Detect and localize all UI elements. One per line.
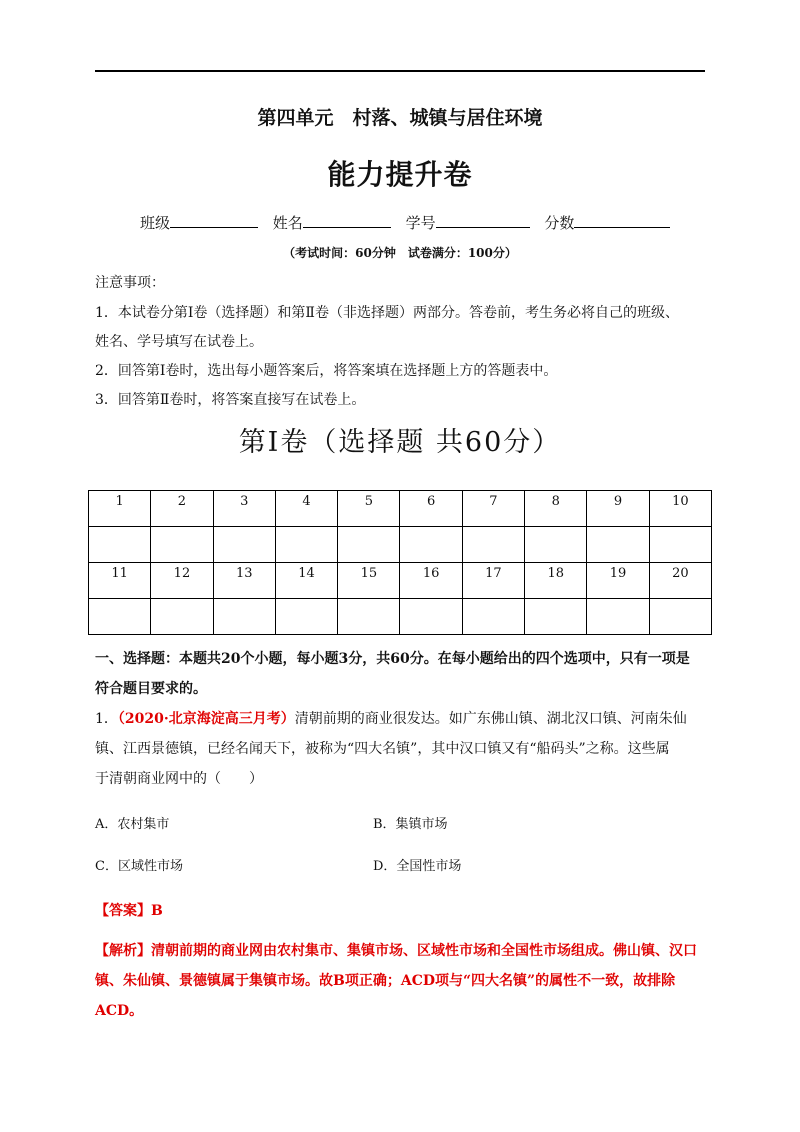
answer-cell[interactable] <box>213 599 275 635</box>
unit-title: 第四单元 村落、城镇与居住环境 <box>257 107 543 129</box>
note-item: 姓名、学号填写在试卷上。 <box>95 334 263 350</box>
answer-cell[interactable] <box>462 527 524 563</box>
answer-label: 【答案】B <box>95 903 163 919</box>
answer-cell[interactable] <box>587 599 649 635</box>
question-source: （2020·北京海淀高三月考） <box>117 711 295 727</box>
question-number-cell: 17 <box>462 563 524 599</box>
student-id-field[interactable]: 学号 <box>406 214 530 232</box>
question-number-cell: 3 <box>213 491 275 527</box>
student-info-row <box>140 212 680 233</box>
answer-table <box>88 490 712 635</box>
question-number-cell: 11 <box>89 563 151 599</box>
main-title: 能力提升卷 <box>327 158 473 191</box>
answer-cell[interactable] <box>151 599 213 635</box>
score-field[interactable]: 分数 <box>544 214 670 232</box>
answer-cell[interactable] <box>338 599 400 635</box>
question-text: 于清朝商业网中的（ ） <box>95 771 263 787</box>
analysis-text: 【解析】清朝前期的商业网由农村集市、集镇市场、区域性市场和全国性市场组成。佛山镇、汉口 <box>95 943 697 959</box>
answer-cell[interactable] <box>400 599 462 635</box>
answer-cell[interactable] <box>400 527 462 563</box>
table-row <box>89 599 712 635</box>
question-number-cell: 13 <box>213 563 275 599</box>
answer-cell[interactable] <box>525 599 587 635</box>
table-row <box>89 527 712 563</box>
note-item: 2．回答第Ⅰ卷时，选出每小题答案后，将答案填在选择题上方的答题表中。 <box>95 363 558 379</box>
answer-cell[interactable] <box>89 527 151 563</box>
volume-title: 第Ⅰ卷（选择题 共60分） <box>238 427 562 458</box>
answer-cell[interactable] <box>462 599 524 635</box>
question-number-cell: 1 <box>89 491 151 527</box>
option-d[interactable]: D．全国性市场 <box>373 859 462 874</box>
question-number-cell: 5 <box>338 491 400 527</box>
question-number-cell: 19 <box>587 563 649 599</box>
name-field[interactable]: 姓名 <box>273 214 391 232</box>
note-item: 3．回答第Ⅱ卷时，将答案直接写在试卷上。 <box>95 392 366 408</box>
answer-cell[interactable] <box>151 527 213 563</box>
answer-cell[interactable] <box>525 527 587 563</box>
table-row <box>89 563 712 599</box>
section-instruction: 一、选择题：本题共20个小题，每小题3分，共60分。在每小题给出的四个选项中，只有一项是 <box>95 651 690 667</box>
answer-cell[interactable] <box>89 599 151 635</box>
analysis-text: 镇、朱仙镇、景德镇属于集镇市场。故B项正确；ACD项与“四大名镇”的属性不一致，故排除 <box>95 973 676 989</box>
question-number-cell: 9 <box>587 491 649 527</box>
header-rule <box>95 70 705 72</box>
analysis-text: ACD。 <box>95 1003 144 1019</box>
question-number: 1． <box>95 711 118 727</box>
class-field[interactable]: 班级 <box>140 214 258 232</box>
question-number-cell: 6 <box>400 491 462 527</box>
answer-cell[interactable] <box>338 527 400 563</box>
question-number-cell: 16 <box>400 563 462 599</box>
notes-heading: 注意事项： <box>95 275 165 291</box>
question-number-cell: 2 <box>151 491 213 527</box>
answer-cell[interactable] <box>587 527 649 563</box>
question-text: 镇、江西景德镇，已经名闻天下，被称为“四大名镇”，其中汉口镇又有“船码头”之称。这些属 <box>95 741 670 757</box>
question-number-cell: 15 <box>338 563 400 599</box>
question-number-cell: 20 <box>649 563 711 599</box>
option-b[interactable]: B．集镇市场 <box>373 817 448 832</box>
answer-cell[interactable] <box>213 527 275 563</box>
question-number-cell: 10 <box>649 491 711 527</box>
answer-cell[interactable] <box>275 527 337 563</box>
table-row <box>89 491 712 527</box>
question-1-stem <box>95 708 687 728</box>
question-number-cell: 8 <box>525 491 587 527</box>
question-number-cell: 12 <box>151 563 213 599</box>
note-item: 1．本试卷分第Ⅰ卷（选择题）和第Ⅱ卷（非选择题）两部分。答卷前，考生务必将自己的班级、 <box>95 305 679 321</box>
section-instruction: 符合题目要求的。 <box>95 681 207 697</box>
question-number-cell: 7 <box>462 491 524 527</box>
answer-cell[interactable] <box>275 599 337 635</box>
answer-cell[interactable] <box>649 527 711 563</box>
question-number-cell: 14 <box>275 563 337 599</box>
question-number-cell: 18 <box>525 563 587 599</box>
question-number-cell: 4 <box>275 491 337 527</box>
option-a[interactable]: A．农村集市 <box>95 817 170 832</box>
exam-note: （考试时间：60分钟 试卷满分：100分） <box>283 246 517 260</box>
option-c[interactable]: C．区域性市场 <box>95 859 183 874</box>
question-text: 清朝前期的商业很发达。如广东佛山镇、湖北汉口镇、河南朱仙 <box>294 711 687 727</box>
answer-cell[interactable] <box>649 599 711 635</box>
